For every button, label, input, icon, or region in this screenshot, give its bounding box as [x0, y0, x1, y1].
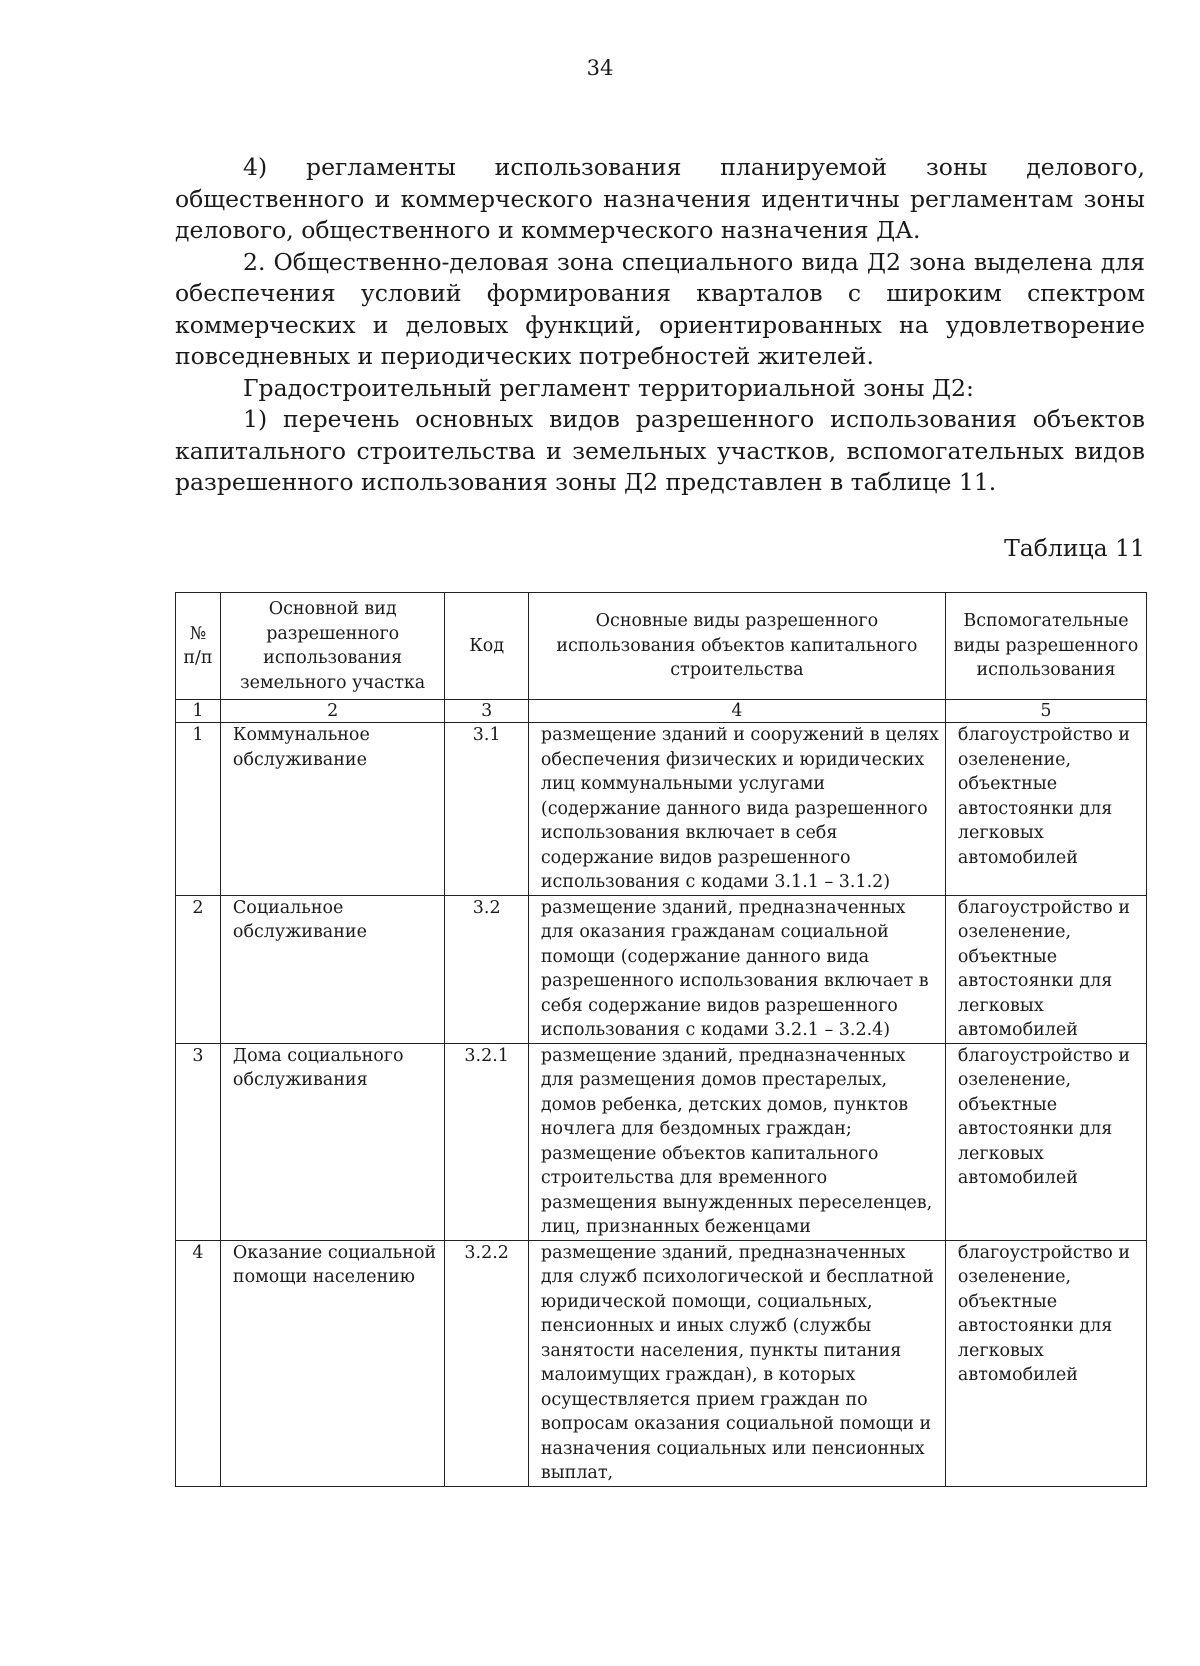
- main-use-description: размещение зданий, предназначенных для служб психологической и бесплатной юридической помощи, социальных, пенсионных и иных служб (службы занятости населения, пункты питания малоимущих граждан), в которых осуществляется прием граждан по вопросам оказания социальной помощи и назначения социальных или пенсионных выплат,: [528, 1240, 945, 1486]
- header-land-use-type: Основной вид разрешенного использования земельного участка: [220, 593, 445, 700]
- main-use-description: размещение зданий и сооружений в целях обеспечения физических и юридических лиц коммунальными услугами (содержание данного вида разрешенного использования включает в себя содержание видов разрешенного использования с кодами 3.1.1 – 3.1.2): [528, 723, 945, 896]
- row-number: 2: [176, 895, 221, 1043]
- page-number: 34: [586, 56, 614, 80]
- table-row: [176, 1240, 1147, 1486]
- aux-use-description: благоустройство и озеленение, объектные автостоянки для легковых автомобилей: [945, 1043, 1146, 1240]
- paragraph-zone-regulations: 4) регламенты использования планируемой зоны делового, общественного и коммерческого назначения идентичны регламентам зоны делового, общественного и коммерческого назначения ДА.: [175, 153, 1145, 244]
- aux-use-description: благоустройство и озеленение, объектные автостоянки для легковых автомобилей: [945, 1240, 1146, 1486]
- column-number: 4: [528, 700, 945, 723]
- land-use-code: 3.2.2: [445, 1240, 528, 1486]
- column-number: 3: [445, 700, 528, 723]
- header-number: № п/п: [176, 593, 221, 700]
- land-use-type: Оказание социальной помощи населению: [220, 1240, 445, 1486]
- table-caption: Таблица 11: [1004, 534, 1145, 562]
- column-number: 2: [220, 700, 445, 723]
- table-row: [176, 1043, 1147, 1240]
- main-use-description: размещение зданий, предназначенных для оказания гражданам социальной помощи (содержание данного вида разрешенного использования включает в себя содержание видов разрешенного использования с кодами 3.2.1 – 3.2.4): [528, 895, 945, 1043]
- row-number: 4: [176, 1240, 221, 1486]
- table-row: [176, 723, 1147, 896]
- column-number: 1: [176, 700, 221, 723]
- column-number-row: [176, 700, 1147, 723]
- header-main-use: Основные виды разрешенного использования объектов капитального строительства: [528, 593, 945, 700]
- land-use-type: Социальное обслуживание: [220, 895, 445, 1043]
- paragraph-d2-regulation-heading: Градостроительный регламент территориальной зоны Д2:: [243, 373, 974, 402]
- land-use-code: 3.1: [445, 723, 528, 896]
- aux-use-description: благоустройство и озеленение, объектные автостоянки для легковых автомобилей: [945, 723, 1146, 896]
- header-aux-use: Вспомогательные виды разрешенного использования: [945, 593, 1146, 700]
- column-number: 5: [945, 700, 1146, 723]
- aux-use-description: благоустройство и озеленение, объектные автостоянки для легковых автомобилей: [945, 895, 1146, 1043]
- land-use-code: 3.2: [445, 895, 528, 1043]
- main-use-description: размещение зданий, предназначенных для размещения домов престарелых, домов ребенка, детских домов, пунктов ночлега для бездомных граждан; размещение объектов капитального строительства для временного размещения вынужденных переселенцев, лиц, признанных беженцами: [528, 1043, 945, 1240]
- body-text: [175, 152, 1145, 499]
- header-code: Код: [445, 593, 528, 700]
- table-header-row: [176, 593, 1147, 700]
- land-use-table: [175, 592, 1147, 1487]
- paragraph-table-reference: 1) перечень основных видов разрешенного использования объектов капитального строительства и земельных участков, вспомогательных видов разрешенного использования зоны Д2 представлен в таблице 11.: [175, 405, 1145, 496]
- paragraph-zone-d2-description: 2. Общественно-деловая зона специального вида Д2 зона выделена для обеспечения условий формирования кварталов с широким спектром коммерческих и деловых функций, ориентированных на удовлетворение повседневных и периодических потребностей жителей.: [175, 247, 1145, 370]
- land-use-type: Коммунальное обслуживание: [220, 723, 445, 896]
- land-use-code: 3.2.1: [445, 1043, 528, 1240]
- table-row: [176, 895, 1147, 1043]
- row-number: 3: [176, 1043, 221, 1240]
- row-number: 1: [176, 723, 221, 896]
- land-use-type: Дома социального обслуживания: [220, 1043, 445, 1240]
